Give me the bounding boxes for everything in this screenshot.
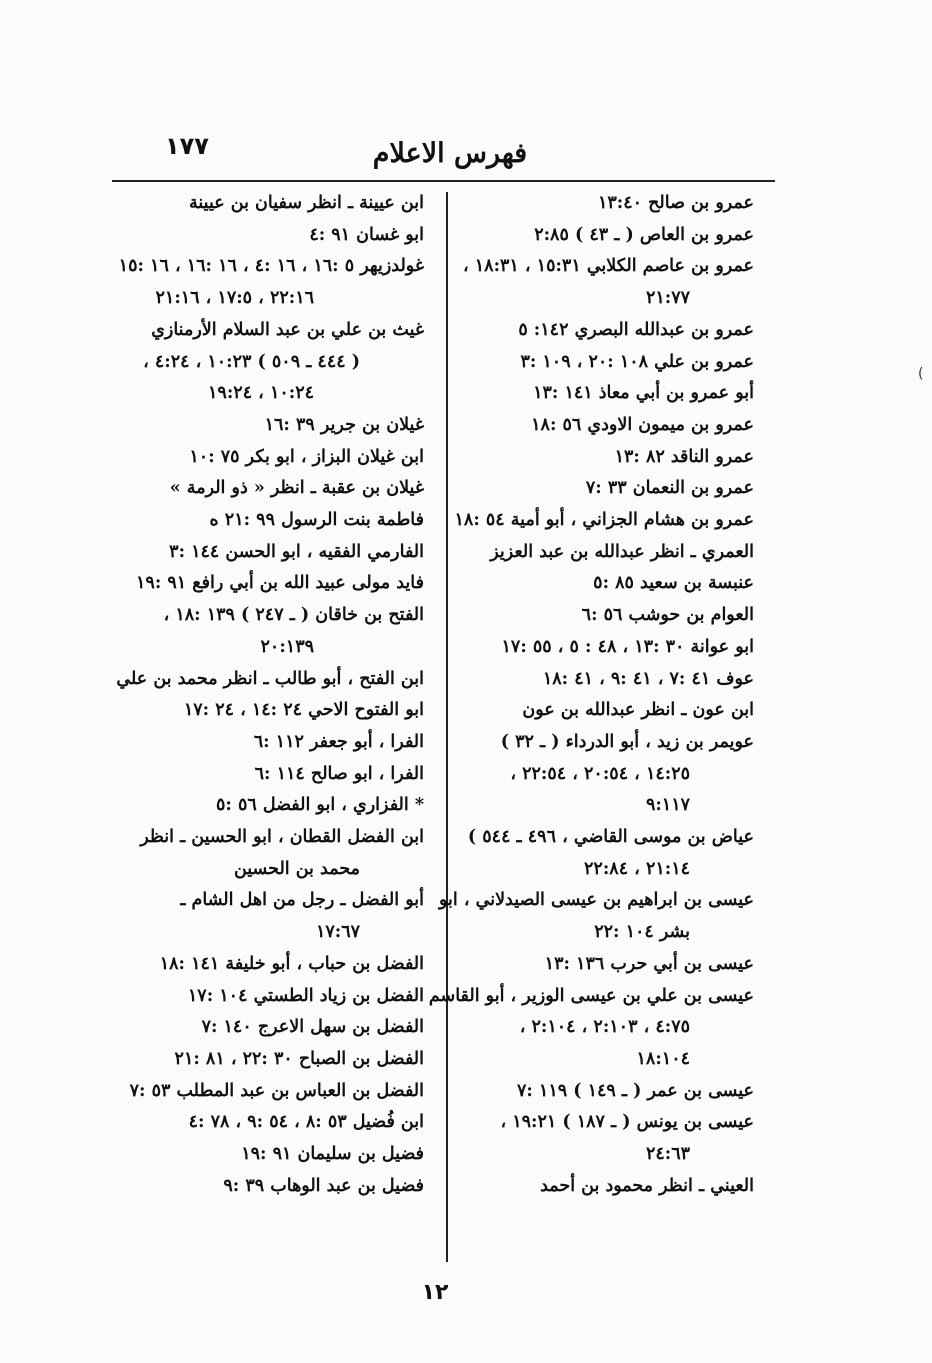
index-entry: ٩:١١٧ xyxy=(645,795,690,816)
index-entry: عمرو بن النعمان ٣٣ :٧ xyxy=(585,478,754,499)
index-entry: أبو عمرو بن أبي معاذ ١٤١ :١٣ xyxy=(533,383,754,404)
index-entry: الفضل بن حباب ، أبو خليفة ١٤١ :١٨ xyxy=(159,953,424,974)
index-entry: عمرو بن العاص ( ـ ٤٣ ) ٢:٨٥ xyxy=(534,224,754,245)
index-entry: عمرو بن صالح ١٣:٤٠ xyxy=(597,193,754,213)
index-entry: فايد مولى عبيد الله بن أبي رافع ٩١ :١٩ xyxy=(136,573,424,594)
index-entry: ٢١:١٤ ، ٢٢:٨٤ xyxy=(584,858,690,879)
index-entry: فضيل بن عبد الوهاب ٣٩ :٩ xyxy=(223,1175,424,1196)
index-entry: ١٠:٢٤ ، ١٩:٢٤ xyxy=(208,383,314,404)
index-entry: الفضل بن سهل الاعرج ١٤٠ :٧ xyxy=(201,1017,424,1038)
index-entry: عمرو بن علي ١٠٨ :٢٠ ، ١٠٩ :٣ xyxy=(520,351,754,372)
page-title: فهرس الاعلام xyxy=(372,138,528,169)
index-column-right xyxy=(428,188,754,1203)
index-entry: عيسى بن أبي حرب ١٣٦ :١٣ xyxy=(544,953,754,974)
index-entry: عوف ٤١ :٧ ، ٤١ :٩ ، ٤١ :١٨ xyxy=(542,668,754,689)
index-entry: ابن الفتح ، أبو طالب ـ انظر محمد بن علي xyxy=(116,668,424,689)
index-entry: محمد بن الحسين xyxy=(233,858,360,879)
index-entry: بشر ١٠٤ :٢٢ xyxy=(594,922,690,943)
index-entry: فضيل بن سليمان ٩١ :١٩ xyxy=(241,1144,424,1165)
index-entry: عيسى بن عمر ( ـ ١٤٩ ) ١١٩ :٧ xyxy=(516,1080,754,1101)
margin-mark: ( xyxy=(918,366,924,382)
index-entry: أبو الفضل ـ رجل من اهل الشام ـ xyxy=(180,890,424,911)
index-entry: ابو الفتوح الاحي ٢٤ :١٤ ، ٢٤ :١٧ xyxy=(183,700,424,721)
index-entry: غولدزيهر ٥ :١٦ ، ١٦ :٤ ، ١٦ :١٦ ، ١٦ :١٥ xyxy=(118,256,424,277)
index-entry: ابن فُضيل ٥٣ :٨ ، ٥٤ :٩ ، ٧٨ :٤ xyxy=(188,1112,424,1133)
index-entry: ٢١:٧٧ xyxy=(645,288,690,309)
index-entry: عيسى بن علي بن عيسى الوزير ، أبو القاسم xyxy=(428,985,754,1006)
index-entry: ابن غيلان البزاز ، ابو بكر ٧٥ :١٠ xyxy=(189,446,424,467)
index-entry: عمرو بن عاصم الكلابي ١٥:٣١ ، ١٨:٣١ ، xyxy=(463,256,754,277)
index-entry: الفضل بن زياد الطستي ١٠٤ :١٧ xyxy=(187,985,424,1006)
index-entry: ( ٤٤٤ ـ ٥٠٩ ) ١٠:٢٣ ، ٤:٢٤ ، xyxy=(143,351,360,372)
index-entry: ابن الفضل القطان ، ابو الحسين ـ انظر xyxy=(140,827,424,848)
index-entry: الفضل بن العباس بن عبد المطلب ٥٣ :٧ xyxy=(129,1080,424,1101)
index-entry: * الفزاري ، ابو الفضل ٥٦ :٥ xyxy=(215,795,424,816)
header-rule xyxy=(112,180,775,182)
index-entry: ١٤:٢٥ ، ٢٠:٥٤ ، ٢٢:٥٤ ، xyxy=(510,763,690,784)
index-entry: ابو غسان ٩١ :٤ xyxy=(309,224,424,245)
index-entry: فاطمة بنت الرسول ٩٩ :٢١ ه xyxy=(209,510,424,531)
signature-mark: ١٢ xyxy=(421,1280,449,1305)
index-entry: الفرا ، ابو صالح ١١٤ :٦ xyxy=(254,763,424,784)
index-entry: الفرا ، أبو جعفر ١١٢ :٦ xyxy=(253,731,424,752)
index-entry: ابن عون ـ انظر عبدالله بن عون xyxy=(522,700,754,721)
index-entry: ابو عوانة ٣٠ :١٣ ، ٤٨ : ٥ ، ٥٥ :١٧ xyxy=(501,636,754,657)
index-entry: ٢٢:١٦ ، ١٧:٥ ، ٢١:١٦ xyxy=(155,288,314,309)
index-entry: غيث بن علي بن عبد السلام الأرمنازي xyxy=(151,319,424,340)
index-entry: الفارمي الفقيه ، ابو الحسن ١٤٤ :٣ xyxy=(169,541,424,562)
index-entry: ٢٠:١٣٩ xyxy=(260,636,314,657)
index-column-left xyxy=(112,188,424,1203)
index-entry: عنبسة بن سعيد ٨٥ :٥ xyxy=(593,573,754,594)
index-entry: العيني ـ انظر محمود بن أحمد xyxy=(540,1175,754,1196)
index-entry: ١٧:٦٧ xyxy=(315,922,360,943)
index-entry: ٤:٧٥ ، ٢:١٠٣ ، ٢:١٠٤ ، xyxy=(519,1017,690,1038)
index-entry: عياض بن موسى القاضي ، ٤٩٦ ـ ٥٤٤ ) xyxy=(467,827,754,848)
index-entry: عمرو بن هشام الجزاني ، أبو أمية ٥٤ :١٨ xyxy=(454,510,754,531)
index-entry: الفضل بن الصباح ٣٠ :٢٢ ، ٨١ :٢١ xyxy=(174,1048,424,1069)
index-entry: عويمر بن زيد ، أبو الدرداء ( ـ ٣٢ ) xyxy=(500,731,754,752)
index-entry: عمرو الناقد ٨٢ :١٣ xyxy=(614,446,754,467)
index-entry: ١٨:١٠٤ xyxy=(636,1048,690,1069)
index-entry: غيلان بن جرير ٣٩ :١٦ xyxy=(264,414,424,435)
index-entry: عمرو بن ميمون الاودي ٥٦ :١٨ xyxy=(531,414,754,435)
index-entry: ٢٤:٦٣ xyxy=(645,1144,690,1165)
index-entry: العمري ـ انظر عبدالله بن عبد العزيز xyxy=(490,541,754,562)
index-entry: ابن عيينة ـ انظر سفيان بن عيينة xyxy=(189,193,424,213)
index-entry: عيسى بن ابراهيم بن عيسى الصيدلاني ، ابو xyxy=(439,890,754,911)
index-entry: العوام بن حوشب ٥٦ :٦ xyxy=(581,605,754,626)
index-entry: عيسى بن يونس ( ـ ١٨٧ ) ١٩:٢١ ، xyxy=(500,1112,754,1133)
index-entry: عمرو بن عبدالله البصري ١٤٢: ٥ xyxy=(518,319,754,340)
index-entry: غيلان بن عقبة ـ انظر « ذو الرمة » xyxy=(169,478,424,499)
index-entry: الفتح بن خاقان ( ـ ٢٤٧ ) ١٣٩ :١٨ ، xyxy=(163,605,424,626)
page-number: ١٧٧ xyxy=(165,132,209,160)
